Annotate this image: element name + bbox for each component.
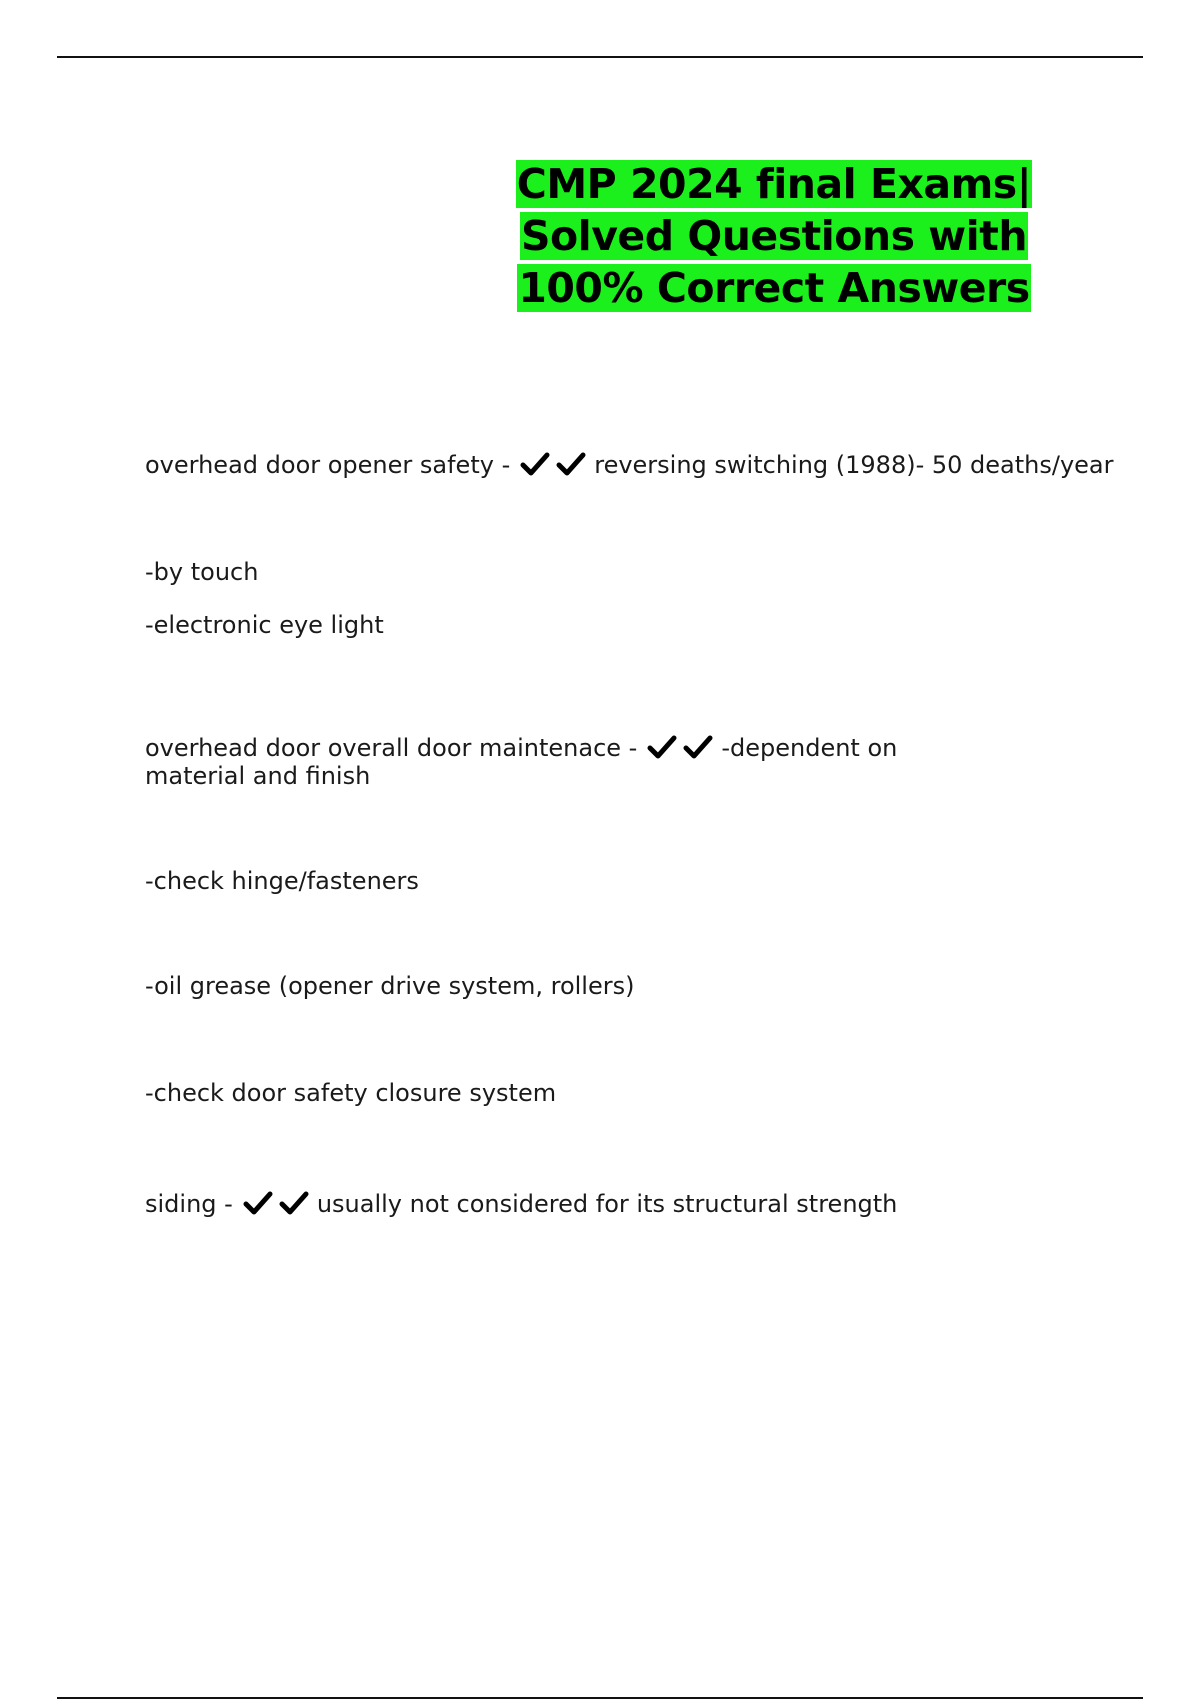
entry-2-answer-line-2: material and finish xyxy=(145,762,371,790)
document-title xyxy=(460,158,1088,314)
check-mark-icon xyxy=(647,734,677,760)
entry-1-detail-1: -by touch xyxy=(145,558,259,586)
entry-2-answer-line-1: -dependent on xyxy=(721,734,898,762)
bottom-rule xyxy=(57,1697,1143,1699)
entry-2-line xyxy=(145,734,897,762)
check-mark-icon xyxy=(683,734,713,760)
entry-2-detail-1: -check hinge/fasteners xyxy=(145,867,419,895)
top-rule xyxy=(57,56,1143,58)
entry-3-answer: usually not considered for its structural strength xyxy=(316,1190,898,1218)
entry-1-answer: reversing switching (1988)- 50 deaths/year xyxy=(594,451,1114,479)
entry-2-detail-3: -check door safety closure system xyxy=(145,1079,557,1107)
entry-2-detail-2: -oil grease (opener drive system, rollers) xyxy=(145,972,635,1000)
check-mark-icon xyxy=(556,451,586,477)
entry-1-detail-2: -electronic eye light xyxy=(145,611,384,639)
check-mark-icon xyxy=(520,451,550,477)
entry-3-line xyxy=(145,1190,897,1218)
check-mark-icon xyxy=(279,1190,309,1216)
entry-2-term: overhead door overall door maintenace - xyxy=(145,734,638,762)
check-mark-icon xyxy=(243,1190,273,1216)
document-title-text: CMP 2024 final Exams| Solved Questions with 100% Correct Answers xyxy=(516,160,1032,312)
entry-1-line xyxy=(145,451,1114,479)
entry-3-term: siding - xyxy=(145,1190,233,1218)
entry-1-term: overhead door opener safety - xyxy=(145,451,511,479)
